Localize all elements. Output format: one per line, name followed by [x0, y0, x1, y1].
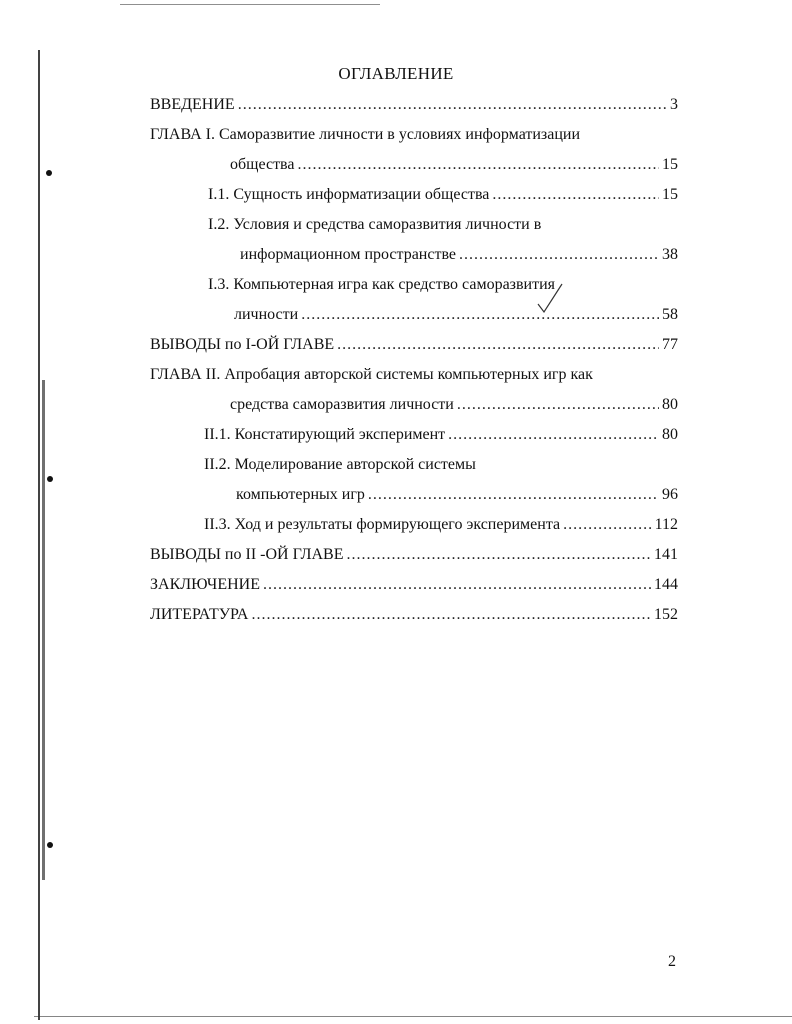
toc-entry-label: ВЫВОДЫ по I-ОЙ ГЛАВЕ: [150, 336, 335, 353]
toc-entry-2-3[interactable]: [204, 516, 678, 540]
toc-entry-chapter-2[interactable]: ГЛАВА II. Апробация авторской системы компьютерных игр как: [150, 366, 593, 383]
leader-dots: [251, 606, 651, 624]
leader-dots: [238, 96, 667, 114]
toc-entry-page: 96: [662, 486, 678, 503]
toc-entry-1-3-cont[interactable]: [234, 306, 678, 330]
toc-entry-conclusions-2[interactable]: [150, 546, 678, 570]
leader-dots: [492, 186, 659, 204]
toc-entry-1-3[interactable]: I.3. Компьютерная игра как средство саморазвития: [208, 276, 556, 293]
leader-dots: [298, 156, 660, 174]
toc-entry-2-2-cont[interactable]: [236, 486, 678, 510]
scan-edge-bottom: [34, 1016, 792, 1017]
toc-entry-page: 15: [662, 156, 678, 173]
toc-entry-label: личности: [234, 306, 299, 323]
leader-dots: [457, 396, 659, 414]
toc-entry-page: 152: [654, 606, 678, 623]
leader-dots: [459, 246, 659, 264]
toc-title: ОГЛАВЛЕНИЕ: [338, 64, 454, 83]
toc-entry-label: информационном пространстве: [240, 246, 457, 263]
toc-entry-label: компьютерных игр: [236, 486, 365, 503]
toc-entry-page: 15: [662, 186, 678, 203]
toc-entry-1-2-cont[interactable]: [240, 246, 678, 270]
leader-dots: [563, 516, 651, 534]
toc-entry-1-2[interactable]: I.2. Условия и средства саморазвития личности в: [208, 216, 542, 233]
scan-mark: [47, 842, 53, 848]
toc-entry-introduction[interactable]: [150, 96, 678, 120]
scan-edge-top: [120, 4, 380, 5]
toc-entry-label: I.1. Сущность информатизации общества: [208, 186, 490, 203]
toc-entry-page: 141: [654, 546, 678, 563]
toc-entry-literature[interactable]: [150, 606, 678, 630]
leader-dots: [368, 486, 659, 504]
leader-dots: [301, 306, 659, 324]
toc-entry-page: 80: [662, 426, 678, 443]
leader-dots: [263, 576, 651, 594]
toc-entry-page: 112: [654, 516, 678, 533]
toc-entry-label: II.1. Констатирующий эксперимент: [204, 426, 446, 443]
toc-entry-page: 38: [662, 246, 678, 263]
toc-entry-2-1[interactable]: [204, 426, 678, 450]
toc-entry-label: ЗАКЛЮЧЕНИЕ: [150, 576, 260, 593]
toc-entry-label: II.3. Ход и результаты формирующего эксперимента: [204, 516, 561, 533]
toc-entry-2-2[interactable]: II.2. Моделирование авторской системы: [204, 456, 476, 473]
scan-mark: [47, 476, 53, 482]
toc-entry-label: ЛИТЕРАТУРА: [150, 606, 249, 623]
toc-entry-label: ВЫВОДЫ по II -ОЙ ГЛАВЕ: [150, 546, 344, 563]
toc-entry-page: 77: [662, 336, 678, 353]
toc-entry-page: 58: [662, 306, 678, 323]
toc-entry-1-1[interactable]: [208, 186, 678, 210]
toc-entry-page: 3: [670, 96, 678, 113]
leader-dots: [448, 426, 659, 444]
scan-edge-left: [38, 50, 40, 1020]
toc-entry-conclusions-1[interactable]: [150, 336, 678, 360]
toc-entry-chapter-1-cont[interactable]: [230, 156, 678, 180]
handwritten-check-mark: [532, 282, 572, 316]
toc-entry-label: общества: [230, 156, 295, 173]
page-number: 2: [668, 953, 676, 970]
toc-entry-chapter-2-cont[interactable]: [230, 396, 678, 420]
toc-entry-conclusion[interactable]: [150, 576, 678, 600]
leader-dots: [337, 336, 659, 354]
toc-entry-page: 144: [654, 576, 678, 593]
scan-mark: [46, 170, 52, 176]
scan-edge-left-inner: [42, 380, 45, 880]
leader-dots: [346, 546, 651, 564]
toc-entry-label: ВВЕДЕНИЕ: [150, 96, 235, 113]
toc-entry-label: средства саморазвития личности: [230, 396, 454, 413]
toc-entry-page: 80: [662, 396, 678, 413]
toc-entry-chapter-1[interactable]: ГЛАВА I. Саморазвитие личности в условиях информатизации: [150, 126, 581, 143]
